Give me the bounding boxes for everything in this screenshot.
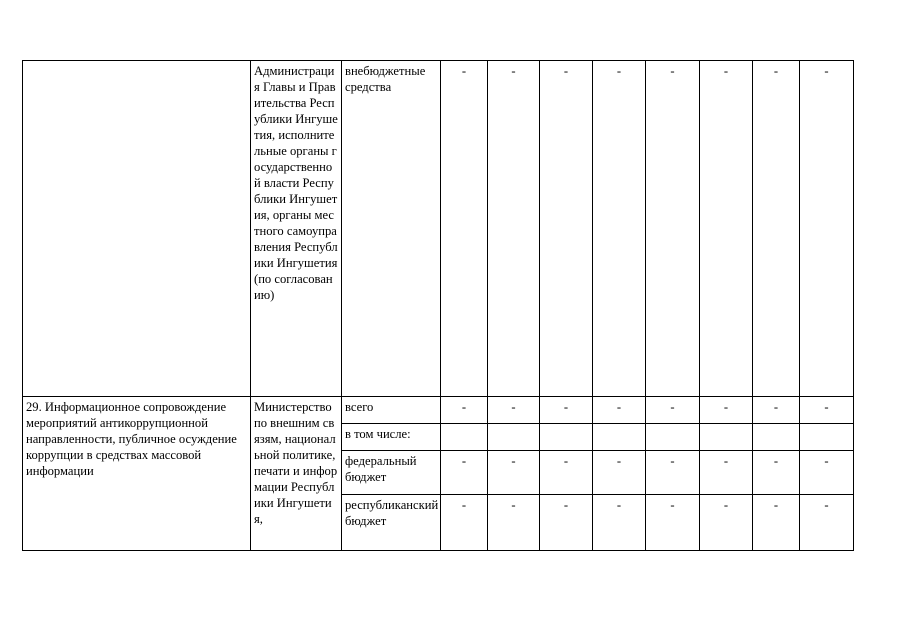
value-cell: -: [441, 397, 488, 424]
value-cell: -: [800, 61, 854, 397]
table-body: [23, 61, 854, 551]
value-cell: -: [441, 451, 488, 495]
value-cell: [441, 424, 488, 451]
value-cell: -: [441, 61, 488, 397]
funding-source-cell: в том числе:: [342, 424, 441, 451]
value-cell: [540, 424, 593, 451]
measure-cell: 29. Информационное сопровождение мероприятий антикоррупционной направленности, публичное осуждение коррупции в средствах массовой информации: [23, 397, 251, 551]
value-cell: -: [540, 451, 593, 495]
value-cell: -: [488, 451, 540, 495]
value-cell: [488, 424, 540, 451]
funding-source-cell: федеральный бюджет: [342, 451, 441, 495]
value-cell: -: [646, 61, 700, 397]
value-cell: -: [488, 397, 540, 424]
value-cell: -: [800, 495, 854, 551]
value-cell: -: [700, 397, 753, 424]
value-cell: -: [488, 61, 540, 397]
value-cell: [646, 424, 700, 451]
table-row: [23, 61, 854, 397]
value-cell: -: [441, 495, 488, 551]
value-cell: -: [753, 61, 800, 397]
budget-table: [22, 60, 854, 551]
value-cell: -: [540, 61, 593, 397]
value-cell: -: [593, 61, 646, 397]
value-cell: -: [700, 451, 753, 495]
value-cell: -: [700, 495, 753, 551]
executor-cell: Министерство по внешним связям, национальной политике, печати и информации Республики Ингушетия,: [251, 397, 342, 551]
value-cell: -: [646, 397, 700, 424]
funding-source-cell: всего: [342, 397, 441, 424]
value-cell: [800, 424, 854, 451]
executor-cell: Администрация Главы и Правительства Республики Ингушетия, исполнительные органы государственной власти Республики Ингушетия, органы местного самоуправления Республики Ингушетия (по согласованию): [251, 61, 342, 397]
table-row: [23, 397, 854, 424]
value-cell: -: [540, 397, 593, 424]
value-cell: -: [753, 397, 800, 424]
value-cell: -: [540, 495, 593, 551]
value-cell: [753, 424, 800, 451]
value-cell: -: [593, 397, 646, 424]
funding-source-cell: республиканский бюджет: [342, 495, 441, 551]
value-cell: -: [753, 495, 800, 551]
value-cell: -: [593, 495, 646, 551]
value-cell: -: [593, 451, 646, 495]
value-cell: -: [800, 451, 854, 495]
value-cell: -: [646, 451, 700, 495]
measure-cell-empty: [23, 61, 251, 397]
value-cell: -: [700, 61, 753, 397]
value-cell: -: [488, 495, 540, 551]
funding-source-cell: внебюджетные средства: [342, 61, 441, 397]
value-cell: [593, 424, 646, 451]
value-cell: -: [646, 495, 700, 551]
value-cell: -: [800, 397, 854, 424]
value-cell: -: [753, 451, 800, 495]
value-cell: [700, 424, 753, 451]
